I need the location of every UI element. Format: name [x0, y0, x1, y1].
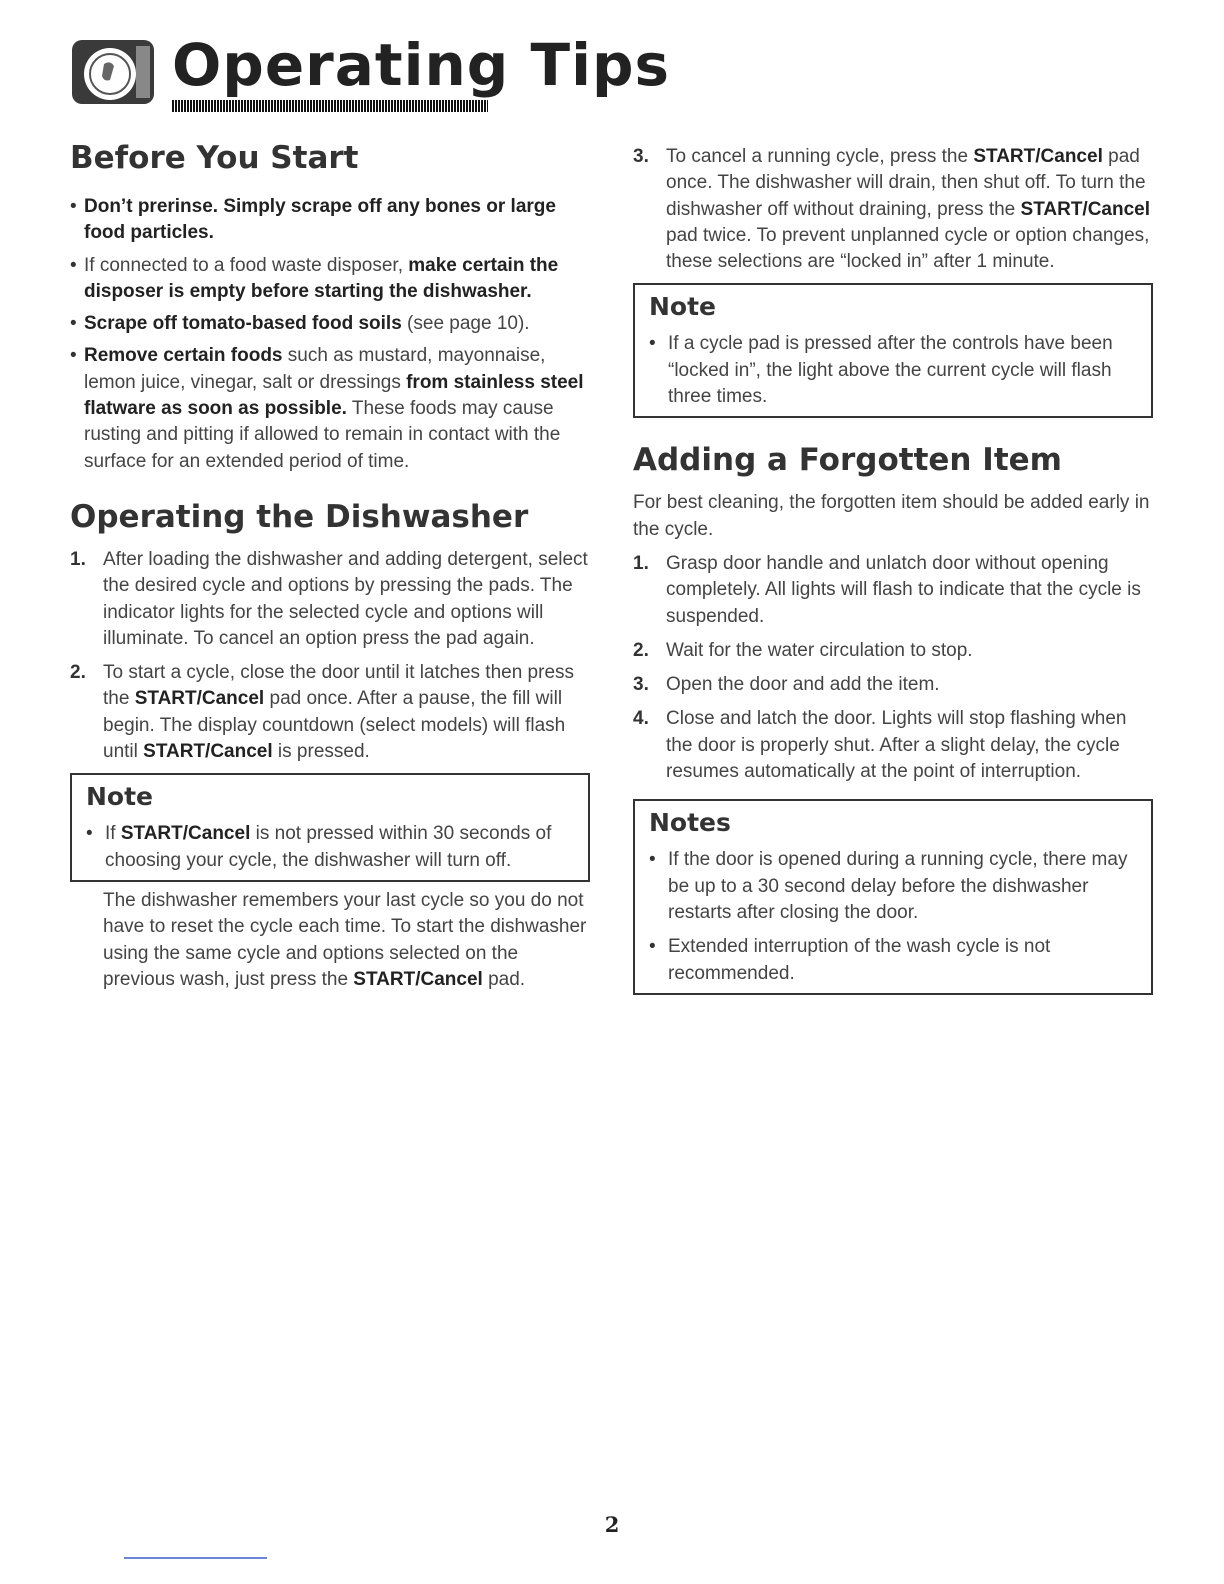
title-underline	[172, 100, 488, 112]
paragraph: The dishwasher remembers your last cycle so you do not have to reset the cycle each time. To start the dishwasher using the same cycle and options selected on the previous wash, just press the START/Cancel pad.	[103, 889, 587, 990]
step-item: 3. To cancel a running cycle, press the START/Cancel pad once. The dishwasher will drain, then shut off. To turn the dishwasher off without draining, press the START/Cancel pad twice. To prevent unplanned cycle or option changes, these selections are “locked in” after 1 minute.	[633, 146, 1151, 273]
note-box	[70, 773, 590, 882]
note-item: • If START/Cancel is not pressed within 30 seconds of choosing your cycle, the dishwasher will turn off.	[86, 821, 574, 874]
dishwasher-control-icon	[70, 36, 156, 108]
list-item: • Don’t prerinse. Simply scrape off any bones or large food particles.	[70, 194, 590, 247]
before-you-start-heading: Before You Start	[70, 140, 359, 176]
step-item: 1. After loading the dishwasher and adding detergent, select the desired cycle and options by pressing the pads. The indicator lights for the selected cycle and options will illuminate. To cancel an option press the pad again.	[70, 548, 588, 649]
note-title: Note	[649, 292, 717, 322]
paragraph: For best cleaning, the forgotten item should be added early in the cycle.	[633, 492, 1150, 540]
notes-title: Notes	[649, 808, 731, 838]
forgotten-item-heading: Adding a Forgotten Item	[633, 442, 1062, 479]
note-title: Note	[86, 782, 154, 812]
note-item: • If the door is opened during a running cycle, there may be up to a 30 second delay before the dishwasher restarts after closing the door.	[649, 847, 1137, 926]
note-box	[633, 283, 1153, 418]
step-item: 1. Grasp door handle and unlatch door without opening completely. All lights will flash to indicate that the cycle is suspended.	[633, 552, 1141, 627]
list-item: • If connected to a food waste disposer, make certain the disposer is empty before starting the dishwasher.	[70, 253, 590, 306]
footer-line	[124, 1557, 267, 1559]
note-item: • Extended interruption of the wash cycle is not recommended.	[649, 934, 1137, 987]
note-item: • If a cycle pad is pressed after the controls have been “locked in”, the light above the current cycle will flash three times.	[649, 331, 1137, 410]
page-title: Operating Tips	[172, 31, 670, 99]
list-item: • Remove certain foods such as mustard, mayonnaise, lemon juice, vinegar, salt or dressings from stainless steel flatware as soon as possible. These foods may cause rusting and pitting if allowed to remain in contact with the surface for an extended period of time.	[70, 343, 590, 474]
step-item: 2. To start a cycle, close the door until it latches then press the START/Cancel pad once. After a pause, the fill will begin. The display countdown (select models) will flash until START/Cancel is pressed.	[70, 662, 575, 763]
operating-heading: Operating the Dishwasher	[70, 498, 529, 535]
step-item: 4. Close and latch the door. Lights will stop flashing when the door is properly shut. After a slight delay, the cycle resumes automatically at the point of interruption.	[633, 708, 1127, 783]
step-item: 3. Open the door and add the item.	[633, 674, 940, 696]
right-column	[633, 144, 1153, 995]
page-number: 2	[604, 1512, 620, 1537]
notes-box	[633, 799, 1153, 994]
left-column	[70, 138, 590, 993]
list-item: • Scrape off tomato-based food soils (see page 10).	[70, 311, 590, 337]
step-item: 2. Wait for the water circulation to stop.	[633, 639, 973, 661]
